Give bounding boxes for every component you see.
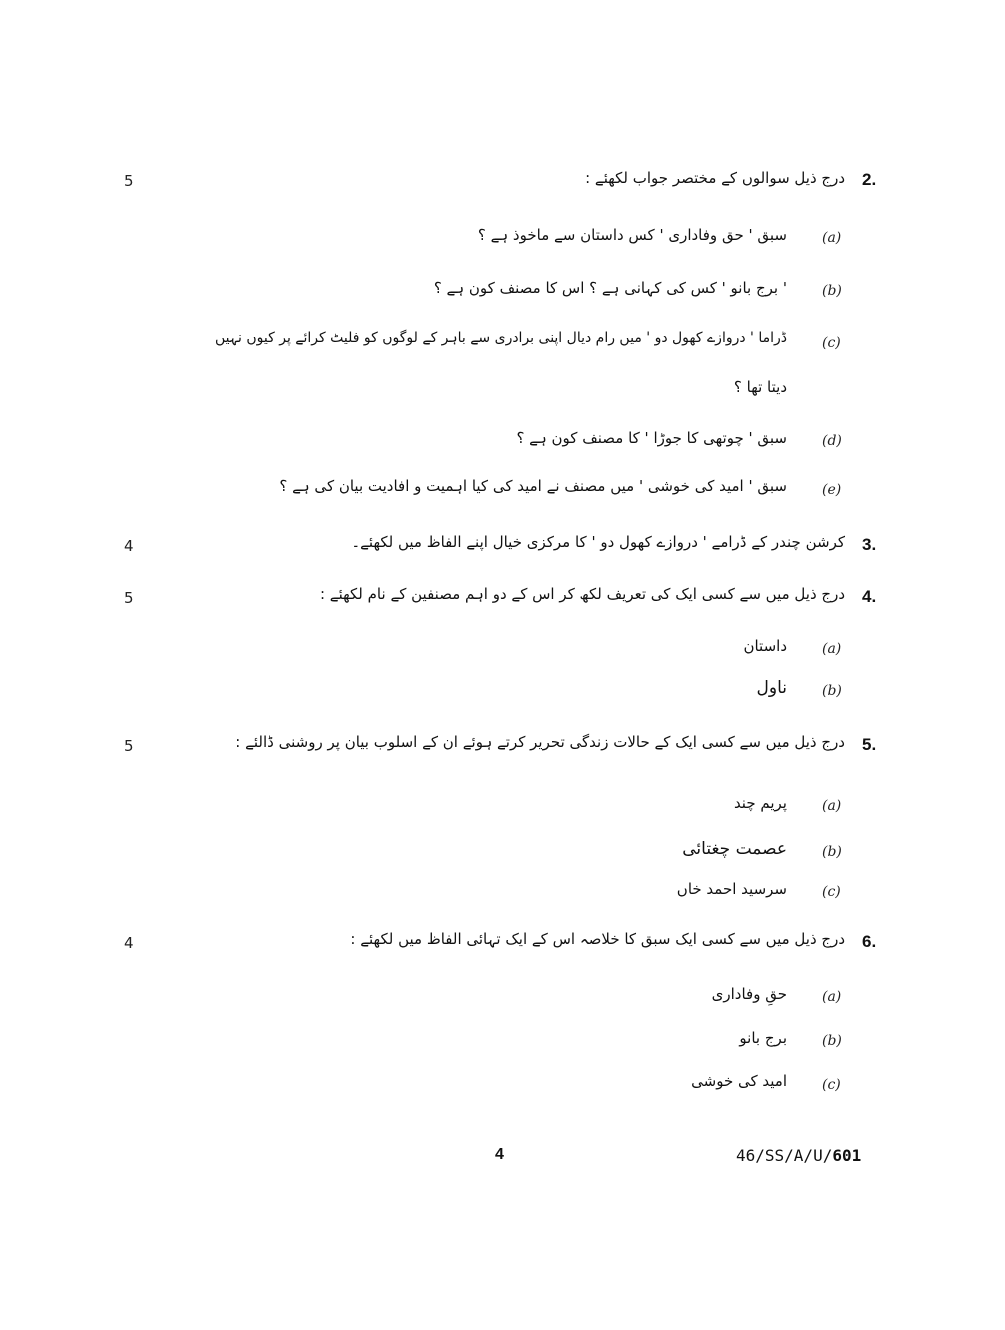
q2d-text: سبق ' چوتھی کا جوڑا ' کا مصنف کون ہے ؟ [516,429,787,447]
q6a-text: حقِ وفاداری [711,985,787,1003]
q6b-label: (b) [822,1033,842,1049]
q5-number: 5. [862,735,877,754]
q2e-text: سبق ' امید کی خوشی ' میں مصنف نے امید کی کیا اہمیت و افادیت بیان کی ہے ؟ [279,477,787,495]
q4a-label: (a) [822,641,842,657]
q6a-label: (a) [822,989,842,1005]
q5a-text: پریم چند [733,794,787,812]
q2a-text: سبق ' حق وفاداری ' کس داستان سے ماخوذ ہے ؟ [477,226,787,244]
q3-text: کرشن چندر کے ڈرامے ' دروازے کھول دو ' کا مرکزی خیال اپنے الفاظ میں لکھئے۔ [351,533,845,551]
q5-marks: 5 [124,737,134,755]
q2a-label: (a) [822,230,842,246]
q2c-text-line1: ڈراما ' دروازے کھول دو ' میں رام دیال اپنی برادری سے باہر کے لوگوں کو فلیٹ کرائے پر کیوں نہیں [214,330,787,346]
q6-number: 6. [862,932,877,951]
q2c-label: (c) [822,335,841,351]
q2d-label: (d) [822,433,842,449]
q4b-text: ناول [756,678,787,698]
q5-text: درج ذیل میں سے کسی ایک کے حالات زندگی تحریر کرتے ہوئے ان کے اسلوب بیان پر روشنی ڈالئے : [235,733,845,751]
q6c-text: امید کی خوشی [691,1072,787,1090]
q4-marks: 5 [124,589,134,607]
q2-marks: 5 [124,172,134,190]
q6-text: درج ذیل میں سے کسی ایک سبق کا خلاصہ اس کے ایک تہائی الفاظ میں لکھئے : [350,930,845,948]
q2e-label: (e) [822,482,842,498]
q5a-label: (a) [822,798,842,814]
paper-code-suffix: 601 [832,1146,862,1165]
q4-text: درج ذیل میں سے کسی ایک کی تعریف لکھ کر اس کے دو اہم مصنفین کے نام لکھئے : [319,585,845,603]
q6b-text: برج بانو [739,1029,787,1047]
q4-number: 4. [862,587,877,606]
q2c-text-line2: دیتا تھا ؟ [733,378,787,396]
q5b-text: عصمت چغتائی [682,839,787,859]
q2b-label: (b) [822,283,842,299]
q2-number: 2. [862,170,877,189]
q4b-label: (b) [822,683,842,699]
q2b-text: ' برج بانو ' کس کی کہانی ہے ؟ اس کا مصنف کون ہے ؟ [433,279,787,297]
paper-code-prefix: 46/SS/A/U/ [736,1146,833,1165]
q6-marks: 4 [124,934,134,952]
q5c-label: (c) [822,884,841,900]
q2-text: درج ذیل سوالوں کے مختصر جواب لکھئے : [585,169,845,187]
q5c-text: سرسید احمد خاں [676,880,787,898]
q6c-label: (c) [822,1077,841,1093]
q4a-text: داستان [743,637,787,655]
paper-code [736,1146,861,1165]
q5b-label: (b) [822,844,842,860]
q3-number: 3. [862,535,877,554]
page-number: 4 [495,1146,504,1163]
q3-marks: 4 [124,537,134,555]
